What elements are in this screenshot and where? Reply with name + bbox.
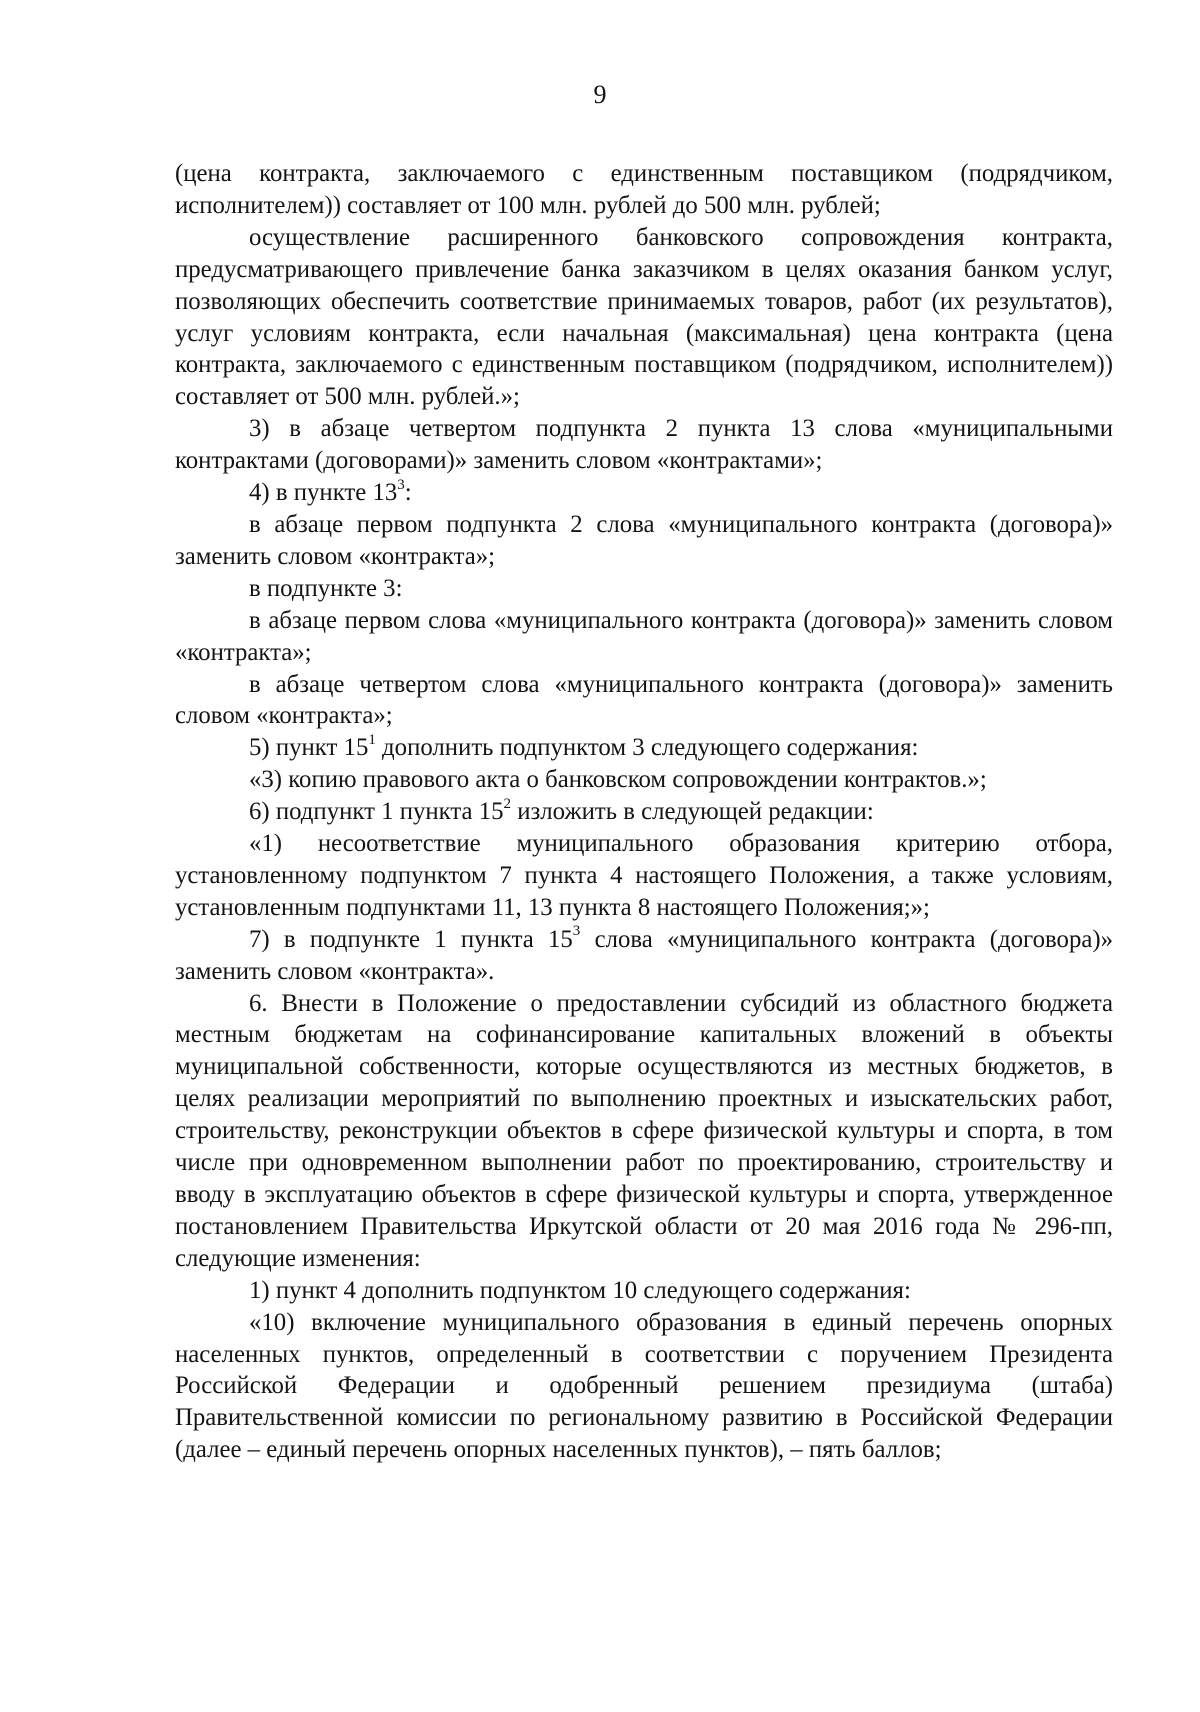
- paragraph-text: 6) подпункт 1 пункта 15: [249, 798, 504, 826]
- paragraph: осуществление расширенного банковского сопровождения контракта, предусматривающего привлечение банка заказчиком в целях оказания банком услуг, позволяющих обеспечить соответствие принимаемых товаров, работ (их результатов), услуг условиям контракта, если начальная (максимальная) цена контракта (цена контракта, заключаемого с единственным поставщиком (подрядчиком, исполнителем)) составляет от 500 млн. рублей.»;: [175, 223, 1113, 411]
- paragraph-text: 4) в пункте 13: [249, 479, 398, 507]
- paragraph: [175, 732, 1113, 764]
- page-number: 9: [593, 80, 607, 109]
- paragraph: [175, 796, 1113, 828]
- paragraph: [175, 477, 1113, 509]
- superscript: 1: [368, 732, 376, 749]
- paragraph-text: 5) пункт 15: [249, 734, 369, 762]
- paragraph: [175, 924, 1113, 988]
- paragraph-text: 7) в подпункте 1 пункта 15: [249, 925, 573, 953]
- paragraph: в подпункте 3:: [249, 574, 403, 602]
- paragraph: 3) в абзаце четвертом подпункта 2 пункта 13 слова «муниципальными контрактами (договорами)» заменить словом «контрактами»;: [175, 415, 1113, 475]
- paragraph-text: дополнить подпунктом 3 следующего содержания:: [375, 734, 919, 762]
- document-body: [175, 158, 1113, 1466]
- superscript: 3: [572, 923, 581, 940]
- paragraph: в абзаце четвертом слова «муниципального контракта (договора)» заменить словом «контракта»;: [175, 670, 1113, 730]
- paragraph: «10) включение муниципального образования в единый перечень опорных населенных пунктов, определенный в соответствии с поручением Президента Российской Федерации и одобренный решением президиума (штаба) Правительственной комиссии по региональному развитию в Российской Федерации (далее – единый перечень опорных населенных пунктов), – пять баллов;: [175, 1308, 1113, 1464]
- paragraph: 6. Внести в Положение о предоставлении субсидий из областного бюджета местным бюджетам на софинансирование капитальных вложений в объекты муниципальной собственности, которые осуществляются из местных бюджетов, в целях реализации мероприятий по выполнению проектных и изыскательских работ, строительству, реконструкции объектов в сфере физической культуры и спорта, в том числе при одновременном выполнении работ по проектированию, строительству и вводу в эксплуатацию объектов в сфере физической культуры и спорта, утвержденное постановлением Правительства Иркутской области от 20 мая 2016 года № 296-пп, следующие изменения:: [175, 989, 1113, 1272]
- paragraph: 1) пункт 4 дополнить подпунктом 10 следующего содержания:: [249, 1276, 911, 1304]
- paragraph-text: :: [404, 479, 412, 507]
- paragraph: в абзаце первом слова «муниципального контракта (договора)» заменить словом «контракта»;: [175, 606, 1113, 666]
- paragraph-text: изложить в следующей редакции:: [511, 798, 874, 826]
- paragraph: «3) копию правового акта о банковском сопровождении контрактов.»;: [249, 766, 987, 794]
- paragraph-text: слова «муниципального контракта (договора)» заменить словом «контракта».: [175, 925, 1113, 985]
- superscript: 3: [397, 476, 405, 493]
- superscript: 2: [503, 795, 512, 812]
- paragraph: (цена контракта, заключаемого с единственным поставщиком (подрядчиком, исполнителем)) составляет от 100 млн. рублей до 500 млн. рублей;: [175, 160, 1113, 219]
- paragraph: «1) несоответствие муниципального образования критерию отбора, установленному подпунктом 7 пункта 4 настоящего Положения, а также условиям, установленным подпунктами 11, 13 пункта 8 настоящего Положения;»;: [175, 830, 1113, 921]
- paragraph: в абзаце первом подпункта 2 слова «муниципального контракта (договора)» заменить словом «контракта»;: [175, 510, 1113, 570]
